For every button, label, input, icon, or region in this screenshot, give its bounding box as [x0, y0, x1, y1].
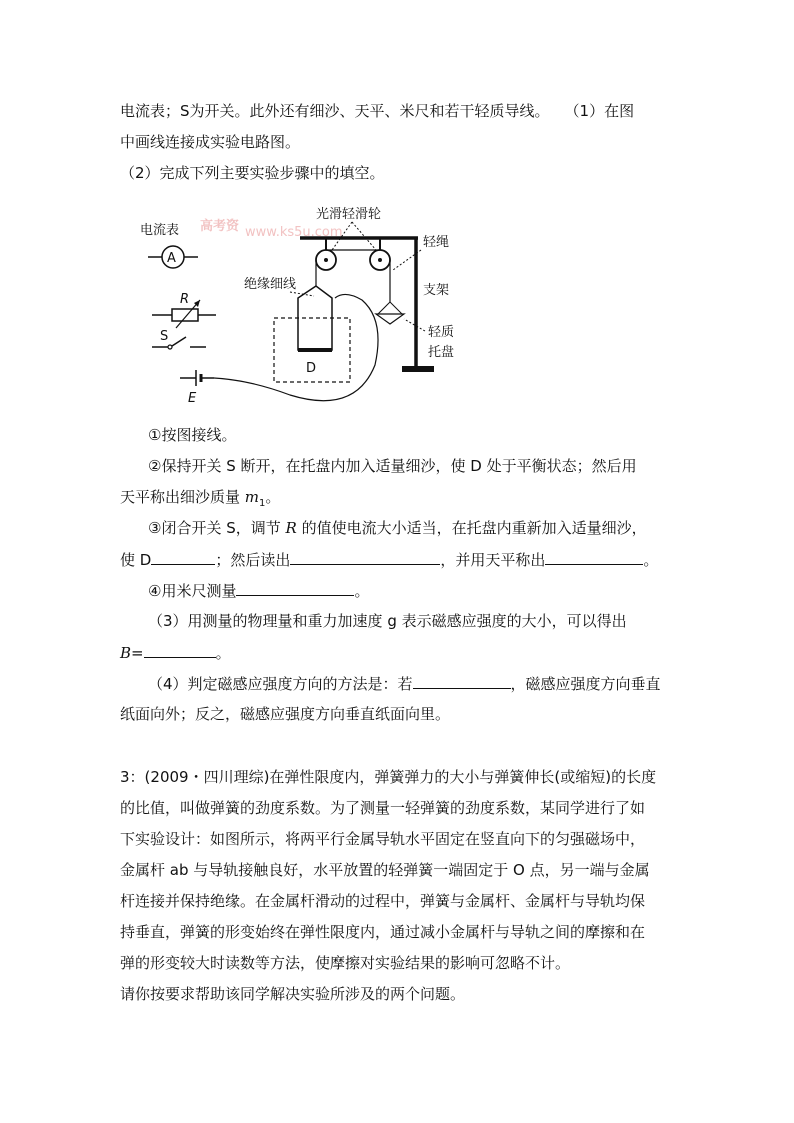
- text-line: 杆连接并保持绝缘。在金属杆滑动的过程中，弹簧与金属杆、金属杆与导轨均保: [120, 892, 646, 910]
- answer-blank[interactable]: [144, 642, 216, 658]
- switch-symbol: [168, 345, 172, 349]
- text-line: 中画线连接成实验电路图。: [120, 133, 301, 151]
- resistor-label: R: [180, 292, 190, 307]
- text-line: 金属杆 ab 与导轨接触良好，水平放置的轻弹簧一端固定于 O 点，另一端与金属: [120, 861, 650, 879]
- answer-blank[interactable]: [290, 549, 440, 565]
- text-line: （4）判定磁感应强度方向的方法是：若 ，磁感应强度方向垂直: [148, 675, 661, 693]
- lead-wire: [214, 294, 378, 400]
- tray: [376, 314, 404, 324]
- text-line: （3）用测量的物理量和重力加速度 g 表示磁感应强度的大小，可以得出: [148, 612, 627, 630]
- text-line: ④用米尺测量 。: [148, 582, 370, 600]
- watermark: 高考资: [200, 219, 240, 234]
- insulated-thread-label: 绝缘细线: [244, 277, 297, 292]
- text-line: ③闭合开关 S，调节 R 的值使电流大小适当，在托盘内重新加入适量细沙，: [148, 519, 647, 537]
- answer-blank[interactable]: [151, 549, 215, 565]
- text-line: 电流表；S为开关。此外还有细沙、天平、米尺和若干轻质导线。 （1）在图: [120, 102, 635, 120]
- text-line: 的比值，叫做弹簧的劲度系数。为了测量一轻弹簧的劲度系数，某同学进行了如: [120, 799, 646, 817]
- battery-label: E: [188, 391, 197, 406]
- answer-blank[interactable]: [236, 580, 354, 596]
- text-line: 3：(2009・四川理综)在弹性限度内，弹簧弹力的大小与弹簧伸长(或缩短)的长度: [120, 768, 657, 786]
- ammeter-label: 电流表: [140, 223, 180, 238]
- stand-base: [402, 366, 434, 372]
- text-line: 纸面向外；反之，磁感应强度方向垂直纸面向里。: [120, 705, 451, 723]
- text-line: ②保持开关 S 断开，在托盘内加入适量细沙，使 D 处于平衡状态；然后用: [148, 457, 637, 475]
- rope-label: 轻绳: [423, 235, 450, 250]
- text-line: （2）完成下列主要实验步骤中的填空。: [120, 164, 385, 182]
- stand-label: 支架: [423, 283, 450, 298]
- text-line: 使 D ；然后读出 ，并用天平称出 。: [120, 551, 659, 569]
- text-line: 下实验设计：如图所示，将两平行金属导轨水平固定在竖直向下的匀强磁场中，: [120, 830, 646, 848]
- pulley-label: 光滑轻滑轮: [316, 207, 382, 222]
- tray-label-2: 托盘: [428, 345, 455, 360]
- switch-label: S: [160, 329, 169, 344]
- rheostat-symbol: [172, 309, 198, 321]
- text-line: 持垂直，弹簧的形变始终在弹性限度内，通过减小金属杆与导轨之间的摩擦和在: [120, 923, 646, 941]
- text-line: 弹的形变较大时读数等方法，使摩擦对实验结果的影响可忽略不计。: [120, 954, 571, 972]
- text-line: ①按图接线。: [148, 426, 237, 444]
- text-line: B= 。: [120, 644, 231, 662]
- text-line: 请你按要求帮助该同学解决实验所涉及的两个问题。: [120, 985, 466, 1003]
- apparatus-figure: [140, 190, 470, 410]
- ammeter-letter: A: [167, 251, 176, 266]
- watermark-url: www.ks5u.com: [245, 225, 343, 240]
- frame-label: D: [306, 361, 317, 376]
- text-line: 天平称出细沙质量 $m_1$。: [120, 488, 281, 509]
- answer-blank[interactable]: [413, 673, 511, 689]
- tray-label-1: 轻质: [428, 325, 455, 340]
- answer-blank[interactable]: [545, 549, 643, 565]
